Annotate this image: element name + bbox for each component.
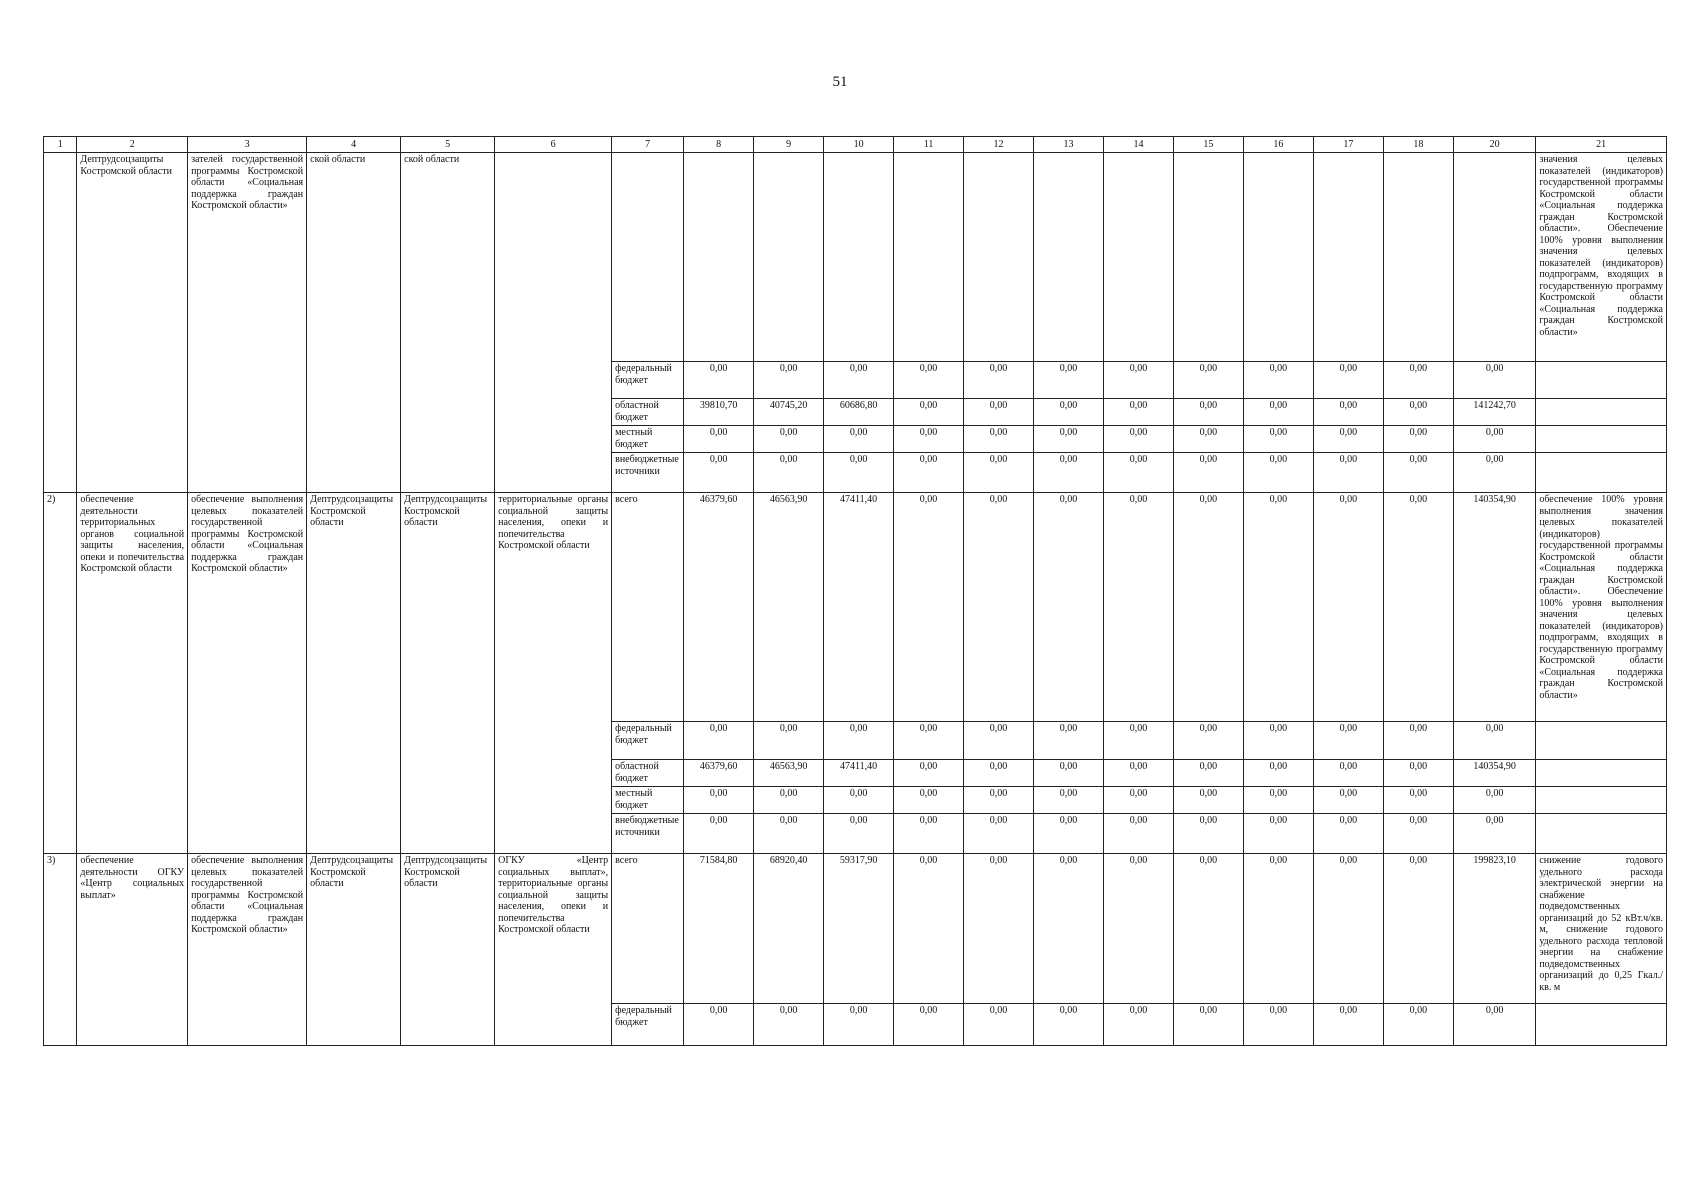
amount-cell: 0,00 [1034, 493, 1104, 722]
co-executor: ской области [401, 153, 495, 493]
amount-cell: 0,00 [894, 760, 964, 787]
measure-name: Дептрудсоцзащиты Костромской области [77, 153, 188, 493]
funding-source: областной бюджет [612, 760, 684, 787]
amount-cell: 0,00 [1383, 854, 1453, 1004]
amount-cell [964, 153, 1034, 362]
empty-result-cell [1536, 453, 1667, 493]
amount-cell: 0,00 [1034, 814, 1104, 854]
amount-cell: 0,00 [1243, 362, 1313, 399]
amount-cell: 0,00 [1313, 362, 1383, 399]
amount-cell: 0,00 [1103, 1004, 1173, 1046]
expected-result: снижение годового удельного расхода электрической энергии на снабжение подведомственных организаций до 52 кВт.ч/кв. м, снижение годового удельного расхода тепловой энергии на снабжение подведомственных организаций до 0,25 Гкал./кв. м [1536, 854, 1667, 1004]
amount-cell: 0,00 [1173, 722, 1243, 760]
amount-cell: 0,00 [964, 362, 1034, 399]
amount-cell: 0,00 [1243, 426, 1313, 453]
budget-table [43, 136, 1667, 1046]
amount-cell: 0,00 [824, 426, 894, 453]
column-header: 11 [894, 137, 964, 153]
amount-cell: 0,00 [894, 362, 964, 399]
amount-cell: 46563,90 [754, 760, 824, 787]
amount-cell: 0,00 [1243, 854, 1313, 1004]
amount-cell: 0,00 [754, 787, 824, 814]
amount-cell: 0,00 [754, 362, 824, 399]
amount-cell: 0,00 [1313, 453, 1383, 493]
amount-cell: 0,00 [1453, 722, 1536, 760]
amount-cell: 0,00 [754, 453, 824, 493]
amount-cell: 0,00 [684, 426, 754, 453]
amount-cell: 0,00 [1034, 362, 1104, 399]
amount-cell: 0,00 [964, 453, 1034, 493]
amount-cell: 0,00 [1453, 787, 1536, 814]
amount-cell: 0,00 [964, 722, 1034, 760]
amount-cell: 0,00 [894, 453, 964, 493]
amount-cell: 0,00 [824, 814, 894, 854]
measure-goal: обеспечение выполнения целевых показателей государственной программы Костромской области «Социальная поддержка граждан Костромской области» [188, 854, 307, 1046]
amount-cell: 39810,70 [684, 399, 754, 426]
funding-source: внебюджетные источники [612, 453, 684, 493]
amount-cell: 0,00 [824, 1004, 894, 1046]
amount-cell: 0,00 [1313, 399, 1383, 426]
amount-cell: 0,00 [894, 814, 964, 854]
amount-cell: 0,00 [1103, 760, 1173, 787]
amount-cell: 141242,70 [1453, 399, 1536, 426]
column-header: 4 [307, 137, 401, 153]
amount-cell: 0,00 [1243, 722, 1313, 760]
amount-cell: 0,00 [1243, 760, 1313, 787]
amount-cell: 0,00 [1243, 493, 1313, 722]
empty-result-cell [1536, 760, 1667, 787]
amount-cell: 0,00 [1383, 787, 1453, 814]
amount-cell: 0,00 [1313, 760, 1383, 787]
column-header: 9 [754, 137, 824, 153]
amount-cell [824, 153, 894, 362]
amount-cell: 0,00 [1173, 787, 1243, 814]
co-executor: Дептрудсоцзащиты Костромской области [401, 493, 495, 854]
expected-result: обеспечение 100% уровня выполнения значения целевых показателей (индикаторов) государственной программы Костромской области «Социальная поддержка граждан Костромской области». Обеспечение 100% уровня выполнения значения целевых показателей (индикаторов) подпрограмм, входящих в государственную программу Костромской области «Социальная поддержка граждан Костромской области» [1536, 493, 1667, 722]
funding-source [612, 153, 684, 362]
amount-cell: 0,00 [964, 854, 1034, 1004]
co-executor: Дептрудсоцзащиты Костромской области [401, 854, 495, 1046]
measure-name: обеспечение деятельности территориальных органов социальной защиты населения, опеки и попечительства Костромской области [77, 493, 188, 854]
amount-cell: 0,00 [1453, 453, 1536, 493]
column-header: 17 [1313, 137, 1383, 153]
amount-cell [1453, 153, 1536, 362]
amount-cell: 0,00 [824, 453, 894, 493]
amount-cell: 0,00 [964, 814, 1034, 854]
column-header: 20 [1453, 137, 1536, 153]
column-header: 13 [1034, 137, 1104, 153]
amount-cell: 0,00 [1103, 814, 1173, 854]
funding-source: всего [612, 854, 684, 1004]
amount-cell: 0,00 [1103, 362, 1173, 399]
amount-cell: 0,00 [1313, 787, 1383, 814]
amount-cell: 0,00 [1383, 399, 1453, 426]
column-header: 1 [44, 137, 77, 153]
amount-cell: 0,00 [1383, 1004, 1453, 1046]
column-header: 6 [495, 137, 612, 153]
amount-cell: 0,00 [894, 1004, 964, 1046]
column-header: 2 [77, 137, 188, 153]
amount-cell: 68920,40 [754, 854, 824, 1004]
table-row [44, 493, 1667, 722]
column-header: 3 [188, 137, 307, 153]
amount-cell: 71584,80 [684, 854, 754, 1004]
amount-cell: 0,00 [1383, 453, 1453, 493]
amount-cell: 0,00 [1034, 760, 1104, 787]
amount-cell [1103, 153, 1173, 362]
measure-goal: обеспечение выполнения целевых показателей государственной программы Костромской области «Социальная поддержка граждан Костромской области» [188, 493, 307, 854]
amount-cell: 0,00 [684, 362, 754, 399]
empty-result-cell [1536, 787, 1667, 814]
amount-cell: 0,00 [1103, 787, 1173, 814]
amount-cell: 0,00 [894, 854, 964, 1004]
amount-cell: 0,00 [894, 722, 964, 760]
column-header: 8 [684, 137, 754, 153]
row-index [44, 153, 77, 493]
table-row [44, 854, 1667, 1004]
column-header: 15 [1173, 137, 1243, 153]
amount-cell: 0,00 [824, 787, 894, 814]
column-header: 16 [1243, 137, 1313, 153]
funding-source: федеральный бюджет [612, 1004, 684, 1046]
amount-cell: 0,00 [964, 426, 1034, 453]
amount-cell: 0,00 [1243, 453, 1313, 493]
empty-result-cell [1536, 814, 1667, 854]
column-header: 12 [964, 137, 1034, 153]
amount-cell: 0,00 [964, 399, 1034, 426]
amount-cell: 0,00 [1173, 760, 1243, 787]
page-number: 51 [832, 74, 848, 90]
amount-cell: 0,00 [964, 1004, 1034, 1046]
amount-cell: 0,00 [824, 722, 894, 760]
responsible-executor: Дептрудсоцзащиты Костромской области [307, 493, 401, 854]
amount-cell: 0,00 [964, 787, 1034, 814]
row-index: 3) [44, 854, 77, 1046]
funding-source: всего [612, 493, 684, 722]
funding-source: областной бюджет [612, 399, 684, 426]
amount-cell: 0,00 [754, 722, 824, 760]
table-row [44, 153, 1667, 362]
amount-cell: 0,00 [684, 722, 754, 760]
amount-cell: 0,00 [754, 426, 824, 453]
amount-cell: 0,00 [1243, 399, 1313, 426]
amount-cell: 59317,90 [824, 854, 894, 1004]
amount-cell [684, 153, 754, 362]
funding-source: местный бюджет [612, 426, 684, 453]
amount-cell: 46379,60 [684, 760, 754, 787]
amount-cell: 0,00 [684, 453, 754, 493]
amount-cell: 60686,80 [824, 399, 894, 426]
amount-cell: 0,00 [1243, 1004, 1313, 1046]
amount-cell: 0,00 [964, 493, 1034, 722]
amount-cell: 0,00 [754, 1004, 824, 1046]
amount-cell: 0,00 [1453, 1004, 1536, 1046]
empty-result-cell [1536, 362, 1667, 399]
amount-cell: 0,00 [1383, 814, 1453, 854]
amount-cell: 0,00 [1103, 854, 1173, 1004]
measure-goal: зателей государственной программы Костромской области «Социальная поддержка граждан Костромской области» [188, 153, 307, 493]
expected-result: значения целевых показателей (индикаторов) государственной программы Костромской области «Социальная поддержка граждан Костромской области». Обеспечение 100% уровня выполнения значения целевых показателей (индикаторов) подпрограмм, входящих в государственную программу Костромской области «Социальная поддержка граждан Костромской области» [1536, 153, 1667, 362]
amount-cell: 47411,40 [824, 760, 894, 787]
amount-cell: 0,00 [1034, 453, 1104, 493]
amount-cell: 0,00 [894, 787, 964, 814]
funding-source: местный бюджет [612, 787, 684, 814]
empty-result-cell [1536, 1004, 1667, 1046]
amount-cell: 0,00 [1173, 426, 1243, 453]
amount-cell: 0,00 [1383, 493, 1453, 722]
amount-cell: 0,00 [1313, 1004, 1383, 1046]
amount-cell: 0,00 [1173, 1004, 1243, 1046]
amount-cell: 0,00 [1173, 854, 1243, 1004]
amount-cell: 0,00 [1313, 854, 1383, 1004]
amount-cell: 0,00 [1383, 722, 1453, 760]
amount-cell: 0,00 [1453, 362, 1536, 399]
amount-cell: 0,00 [1103, 426, 1173, 453]
amount-cell: 0,00 [1034, 787, 1104, 814]
amount-cell: 46379,60 [684, 493, 754, 722]
empty-result-cell [1536, 426, 1667, 453]
amount-cell: 0,00 [1383, 760, 1453, 787]
amount-cell: 0,00 [1243, 787, 1313, 814]
amount-cell: 0,00 [1173, 493, 1243, 722]
funding-source: внебюджетные источники [612, 814, 684, 854]
amount-cell: 0,00 [1313, 493, 1383, 722]
amount-cell: 0,00 [1313, 722, 1383, 760]
amount-cell: 0,00 [1034, 854, 1104, 1004]
amount-cell: 47411,40 [824, 493, 894, 722]
amount-cell: 0,00 [1453, 426, 1536, 453]
amount-cell: 0,00 [1103, 453, 1173, 493]
amount-cell: 0,00 [1313, 426, 1383, 453]
responsible-executor: Дептрудсоцзащиты Костромской области [307, 854, 401, 1046]
amount-cell: 0,00 [1173, 453, 1243, 493]
amount-cell: 40745,20 [754, 399, 824, 426]
amount-cell [894, 153, 964, 362]
participants: территориальные органы социальной защиты населения, опеки и попечительства Костромской области [495, 493, 612, 854]
header-row [44, 137, 1667, 153]
row-index: 2) [44, 493, 77, 854]
amount-cell: 0,00 [1034, 1004, 1104, 1046]
measure-name: обеспечение деятельности ОГКУ «Центр социальных выплат» [77, 854, 188, 1046]
column-header: 14 [1103, 137, 1173, 153]
empty-result-cell [1536, 399, 1667, 426]
amount-cell: 0,00 [1173, 814, 1243, 854]
column-header: 21 [1536, 137, 1667, 153]
column-header: 18 [1383, 137, 1453, 153]
amount-cell: 0,00 [824, 362, 894, 399]
amount-cell [1313, 153, 1383, 362]
amount-cell: 0,00 [1453, 814, 1536, 854]
amount-cell: 0,00 [754, 814, 824, 854]
column-header: 10 [824, 137, 894, 153]
amount-cell: 140354,90 [1453, 493, 1536, 722]
amount-cell: 0,00 [1034, 426, 1104, 453]
amount-cell: 0,00 [1034, 399, 1104, 426]
amount-cell: 140354,90 [1453, 760, 1536, 787]
amount-cell: 0,00 [1383, 426, 1453, 453]
amount-cell: 0,00 [894, 426, 964, 453]
amount-cell [1173, 153, 1243, 362]
amount-cell: 46563,90 [754, 493, 824, 722]
funding-source: федеральный бюджет [612, 722, 684, 760]
amount-cell: 0,00 [1383, 362, 1453, 399]
amount-cell: 0,00 [684, 787, 754, 814]
amount-cell: 0,00 [1243, 814, 1313, 854]
amount-cell: 0,00 [1034, 722, 1104, 760]
amount-cell: 0,00 [1103, 399, 1173, 426]
funding-source: федеральный бюджет [612, 362, 684, 399]
amount-cell [754, 153, 824, 362]
amount-cell [1383, 153, 1453, 362]
amount-cell: 0,00 [684, 814, 754, 854]
column-header: 7 [612, 137, 684, 153]
amount-cell: 0,00 [964, 760, 1034, 787]
responsible-executor: ской области [307, 153, 401, 493]
amount-cell: 0,00 [1173, 362, 1243, 399]
participants [495, 153, 612, 493]
amount-cell: 199823,10 [1453, 854, 1536, 1004]
amount-cell: 0,00 [684, 1004, 754, 1046]
amount-cell: 0,00 [894, 493, 964, 722]
amount-cell: 0,00 [1313, 814, 1383, 854]
amount-cell: 0,00 [1173, 399, 1243, 426]
amount-cell: 0,00 [1103, 722, 1173, 760]
column-header: 5 [401, 137, 495, 153]
amount-cell [1034, 153, 1104, 362]
amount-cell: 0,00 [1103, 493, 1173, 722]
amount-cell: 0,00 [894, 399, 964, 426]
amount-cell [1243, 153, 1313, 362]
empty-result-cell [1536, 722, 1667, 760]
participants: ОГКУ «Центр социальных выплат», территориальные органы социальной защиты населения, опеки и попечительства Костромской области [495, 854, 612, 1046]
